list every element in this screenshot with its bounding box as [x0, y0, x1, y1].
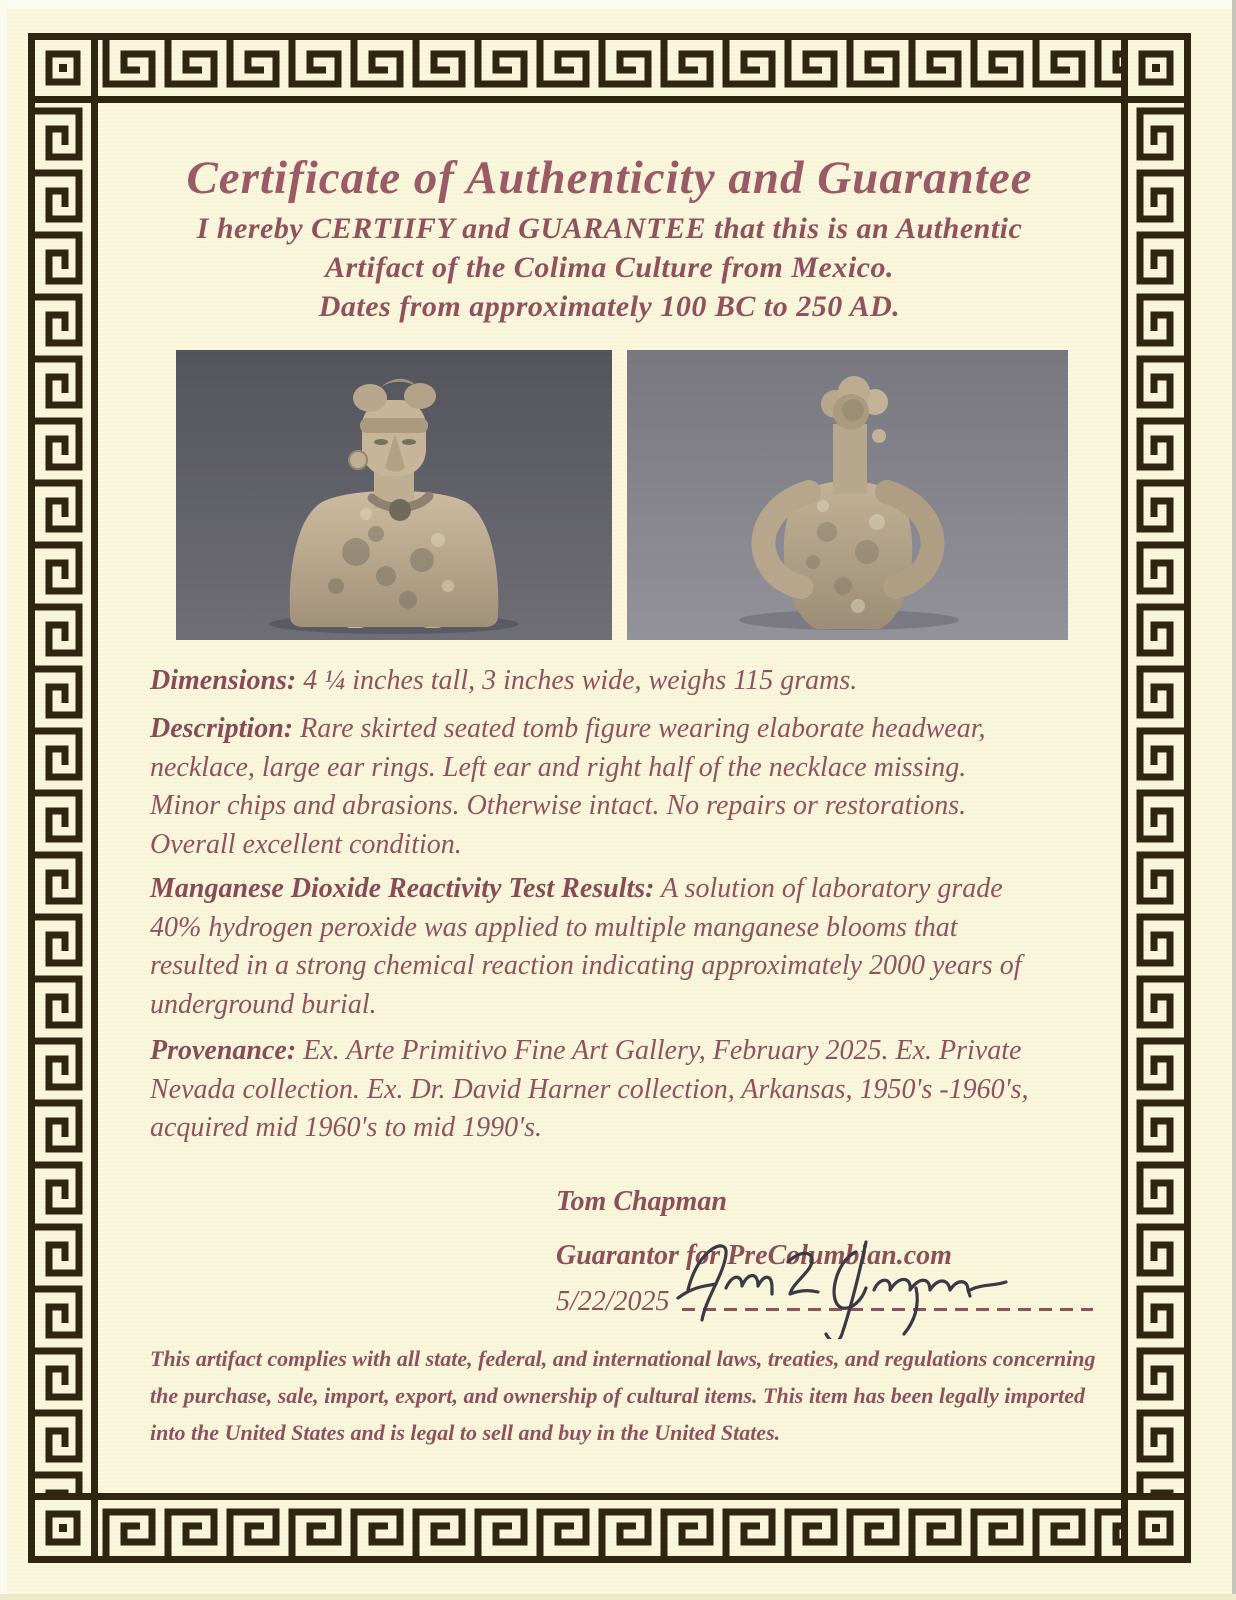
dimensions-label: Dimensions:	[150, 665, 297, 696]
provenance-section	[150, 1032, 1034, 1148]
manganese-test-section	[150, 870, 1034, 1024]
manganese-test-label: Manganese Dioxide Reactivity Test Results:	[150, 873, 655, 904]
description-text: Rare skirted seated tomb figure wearing elaborate headwear, necklace, large ear rings. Left ear and right half of the necklace missing. Minor chips and abrasions. Otherwise intact. No repairs or restorations. Overall excellent condition.	[150, 713, 986, 860]
certify-line-3: Dates from approximately 100 BC to 250 AD.	[318, 290, 901, 323]
dimensions-section	[150, 662, 1034, 701]
artifact-photo-back	[627, 350, 1068, 640]
date-signature-row	[556, 1286, 1093, 1318]
legal-statement: This artifact complies with all state, federal, and international laws, treaties, and regulations concerning the purchase, sale, import, export, and ownership of cultural items. This item has been legally imported into the United States and is legal to sell and buy in the United States.	[150, 1346, 1096, 1445]
certificate-date: 5/22/2025	[556, 1286, 670, 1317]
certify-line-1: I hereby CERTIIFY and GUARANTEE that this is an Authentic	[196, 212, 1023, 245]
signature-line	[682, 1308, 1093, 1311]
guarantor-name: Tom Chapman	[556, 1186, 727, 1217]
certificate-title: Certificate of Authenticity and Guarantee	[186, 152, 1033, 205]
certification-statement	[98, 209, 1121, 326]
certify-line-2: Artifact of the Colima Culture from Mexico.	[324, 251, 894, 284]
description-label: Description:	[150, 713, 294, 744]
description-section	[150, 710, 1034, 864]
artifact-photo-front	[176, 350, 612, 640]
artifact-photos	[176, 350, 1068, 642]
provenance-label: Provenance:	[150, 1035, 297, 1066]
manganese-test-text: A solution of laboratory grade 40% hydrogen peroxide was applied to multiple manganese blooms that resulted in a strong chemical reaction indicating approximately 2000 years of underground burial.	[150, 873, 1022, 1020]
dimensions-text: 4 ¼ inches tall, 3 inches wide, weighs 115 grams.	[296, 665, 858, 696]
provenance-text: Ex. Arte Primitivo Fine Art Gallery, February 2025. Ex. Private Nevada collection. Ex. Dr. David Harner collection, Arkansas, 1950's -1960's, acquired mid 1960's to mid 1990's.	[150, 1035, 1029, 1143]
guarantor-role: Guarantor for PreColumbian.com	[556, 1240, 952, 1271]
